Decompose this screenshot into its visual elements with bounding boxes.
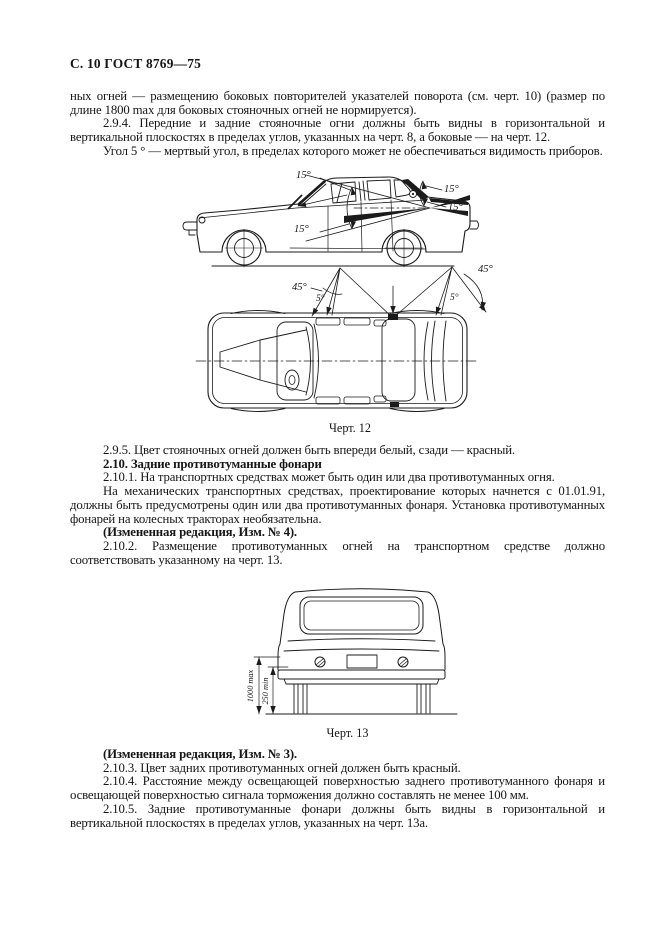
page-header: С. 10 ГОСТ 8769—75 [70, 56, 201, 71]
clause-2-10-1: 2.10.1. На транспортных средствах может быть один или два противотуманных огня. [103, 470, 555, 485]
amendment-note-3: (Измененная редакция, Изм. № 3). [103, 747, 297, 761]
text-block-middle [70, 444, 605, 567]
section-2-10-heading: 2.10. Задние противотуманные фонари [103, 456, 322, 471]
clause-2-10-2: 2.10.2. Размещение противотуманных огней на транспортном средстве должно соответствовать указанному на черт. 13. [70, 538, 605, 567]
between-views-angle-rays [311, 267, 486, 318]
car-rear-view [254, 589, 457, 714]
angle-label-5-left: 5° [316, 294, 325, 304]
text-block-top [70, 90, 605, 159]
clause-2-10-5: 2.10.5. Задние противотуманные фонари должны быть видны в горизонтальной и вертикальной плоскостях в пределах углов, указанных на черт. 13а. [70, 801, 605, 830]
figure-13-drawing [240, 584, 465, 726]
amendment-note-4: (Измененная редакция, Изм. № 4). [103, 525, 297, 540]
dimension-label-250-min: 250 min [261, 677, 270, 705]
angle-label-15-right-upper: 15° [444, 184, 459, 195]
dimension-label-1000-max: 1000 max [246, 669, 255, 703]
continuation-paragraph: ных огней — размещению боковых повторителей указателей поворота (см. черт. 10) (размер по длине 1800 max для боковых стояночных огней не нормируется). [70, 89, 605, 117]
figure-12-drawing [90, 164, 610, 420]
angle-label-15-top: 15° [296, 170, 311, 181]
angle-label-15-mid: 15° [294, 224, 309, 235]
clause-2-10-1-note: На механических транспортных средствах, проектирование которых начнется с 01.01.91, должны быть предусмотрены один или два противотуманных фонаря. Установка противотуманных фонарей на колесных тракторах необязательна. [70, 484, 605, 526]
steering-wheel [285, 370, 299, 390]
text-block-bottom [70, 748, 605, 830]
angle-label-5-right: 5° [450, 293, 459, 303]
clause-2-10-4: 2.10.4. Расстояние между освещающей поверхностью заднего противотуманного фонаря и освещающей поверхностью сигнала торможения должно составлять не менее 100 мм. [70, 774, 605, 803]
figure-13-caption: Черт. 13 [326, 726, 369, 740]
angle-label-45-left: 45° [292, 282, 307, 293]
angle-label-15-right-lower: 15° [448, 202, 463, 213]
side-repeater-top-view [388, 314, 398, 320]
license-plate [347, 655, 377, 668]
angle-label-45-right: 45° [478, 264, 493, 275]
rear-bumper [278, 670, 445, 679]
car-side-view [183, 177, 479, 267]
clause-2-9-4: 2.9.4. Передние и задние стояночные огни должны быть видны в горизонтальной и вертикальной плоскостях в пределах углов, указанных на черт. 8, а боковые — на черт. 12. [70, 116, 605, 145]
note-dead-angle: Угол 5 ° — мертвый угол, в пределах которого может не обеспечиваться видимость приборов. [103, 143, 603, 158]
figure-12-caption: Черт. 12 [329, 421, 371, 435]
rear-window [300, 597, 423, 634]
clause-2-9-5: 2.9.5. Цвет стояночных огней должен быть впереди белый, сзади — красный. [103, 443, 515, 457]
car-top-view [196, 311, 479, 412]
clause-2-10-3: 2.10.3. Цвет задних противотуманных огней должен быть красный. [103, 760, 461, 775]
